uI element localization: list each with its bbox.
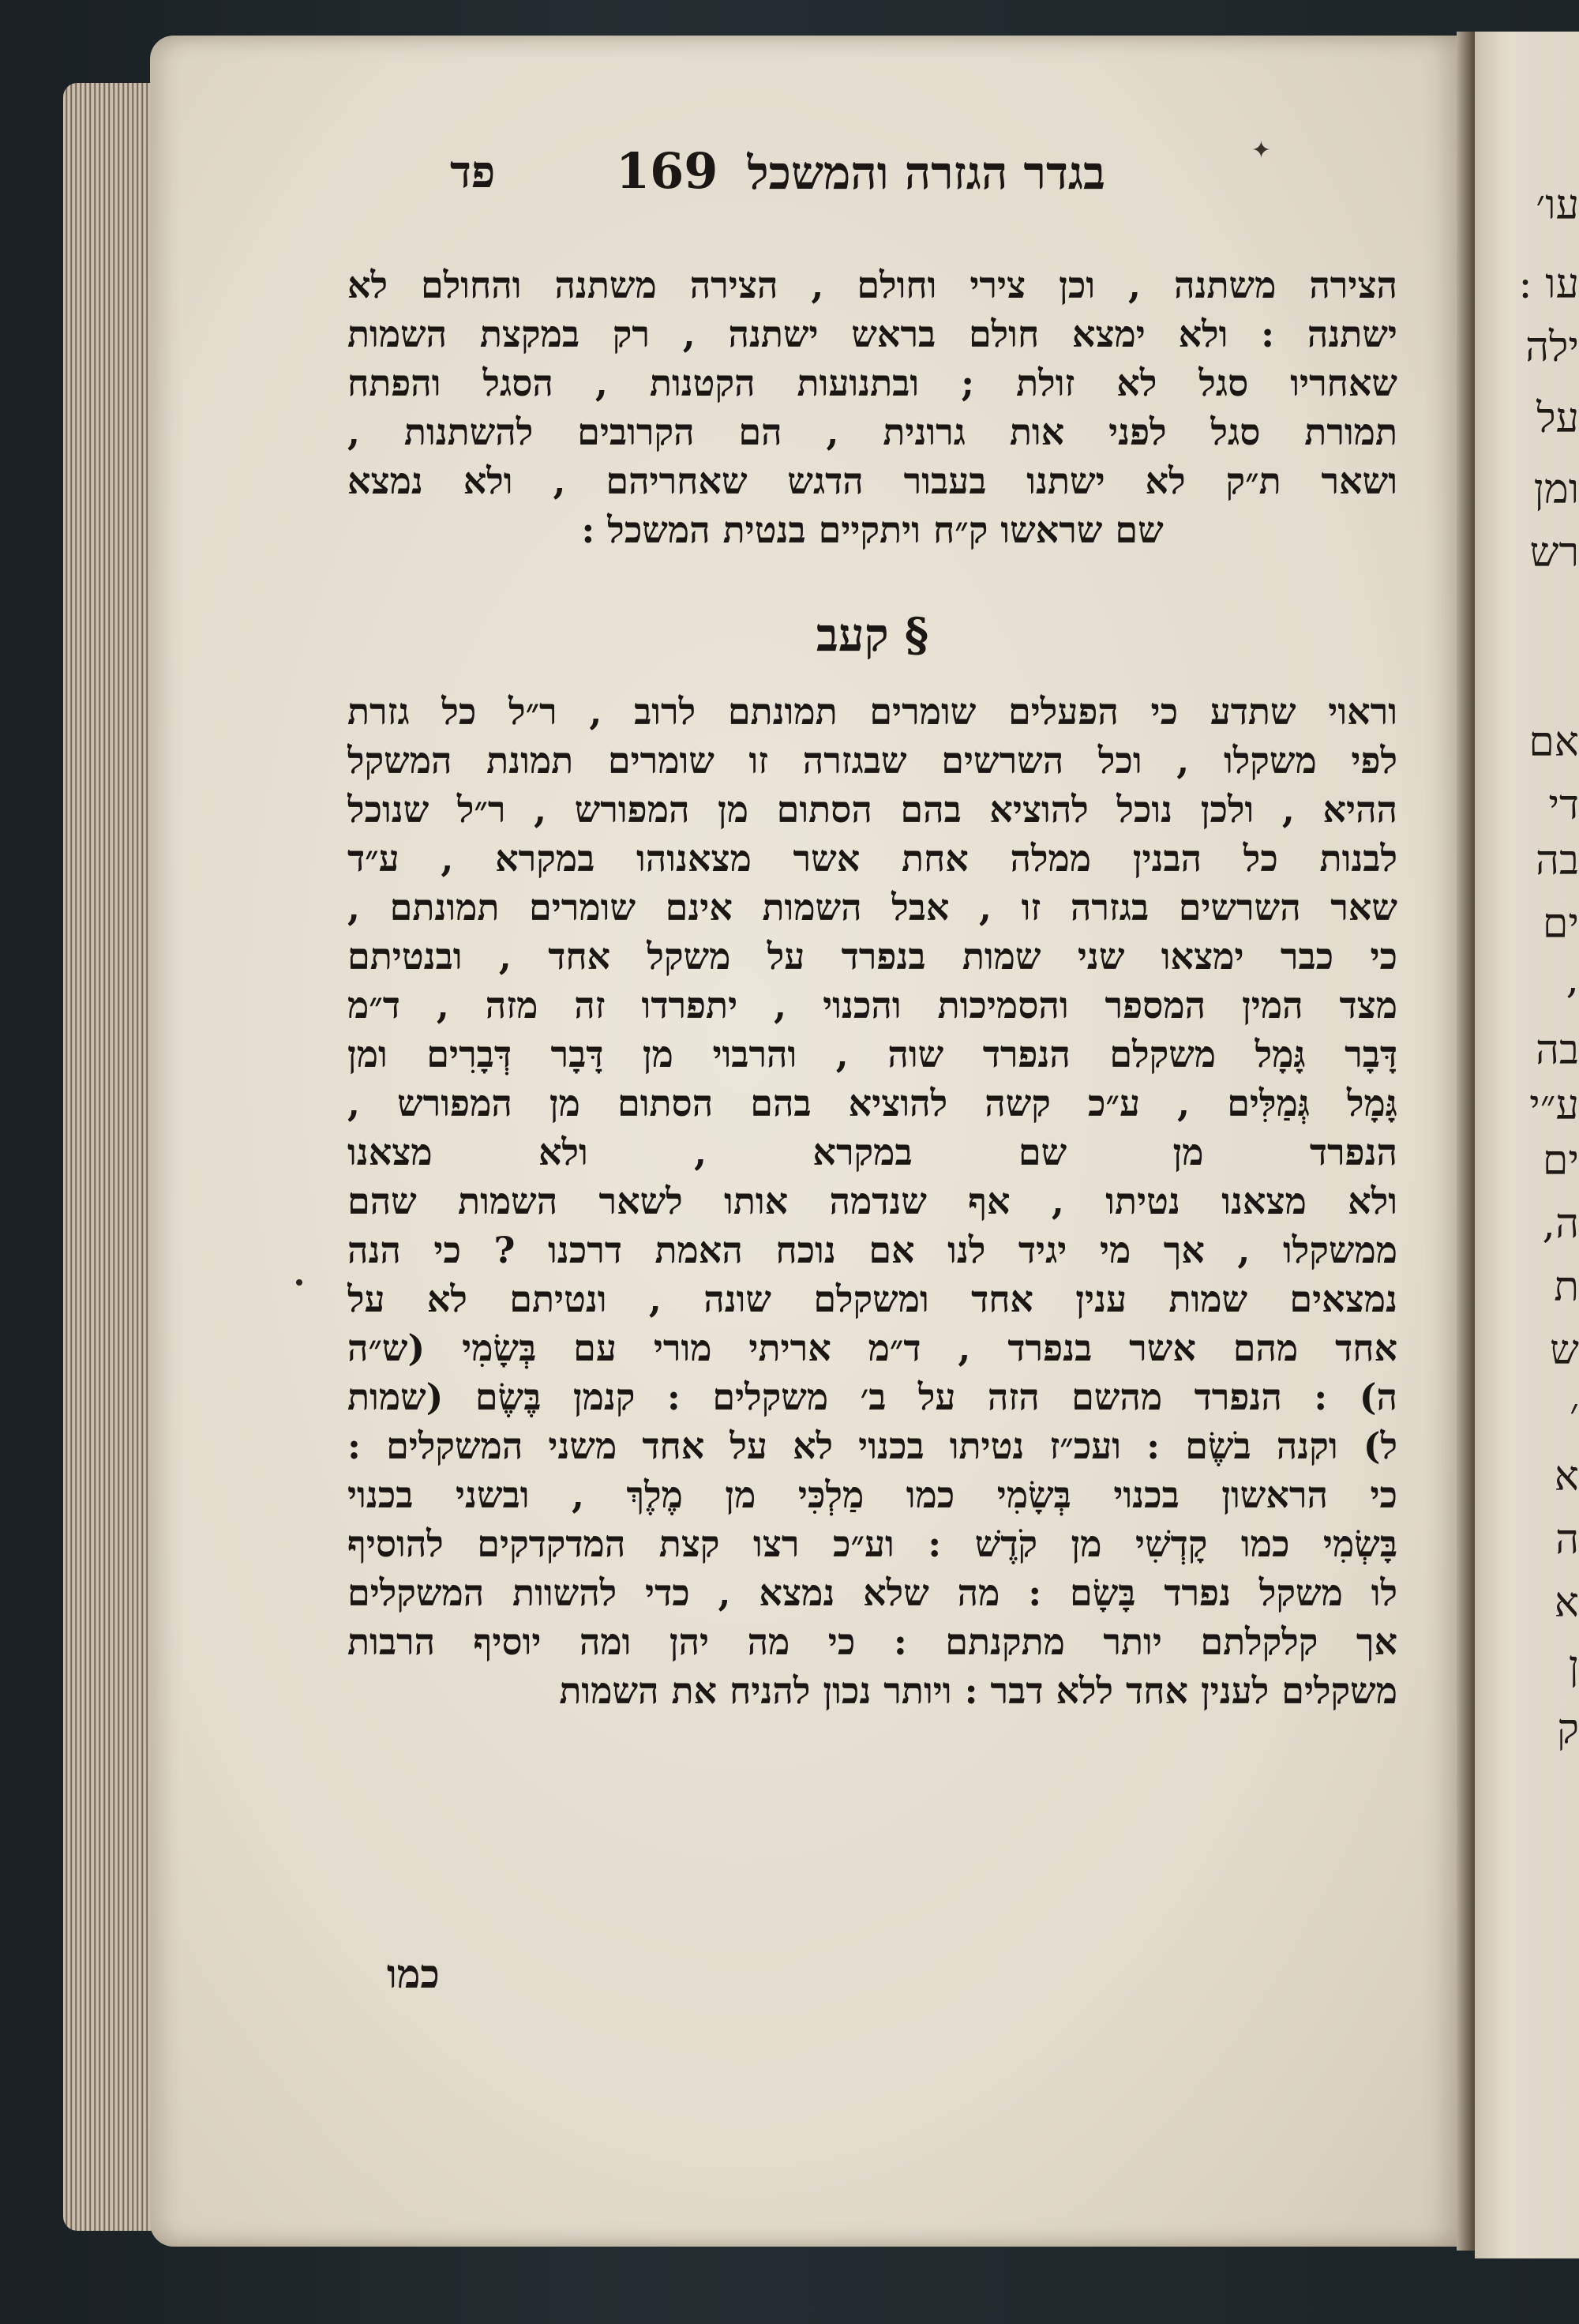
facing-page-fragment: ש [1550, 1327, 1579, 1374]
text-line: הנפרד מן שם במקרא , ולא מצאנו [347, 1131, 1397, 1173]
facing-page-fragment: ומן [1533, 466, 1579, 513]
running-title: בגדר הגזרה והמשכל [747, 146, 1105, 200]
paragraph-2 [347, 687, 1397, 1715]
text-line: ל) וקנה בֹשֶׂם : ועכ״ז נטיתו בכנוי לא על אחד משני המשקלים : [347, 1425, 1397, 1467]
facing-page-fragment: אם [1528, 719, 1579, 766]
text-line: ה) : הנפרד מהשם הזה על ב׳ משקלים : קנמן בֶּשֶׂם (שמות [347, 1376, 1397, 1418]
text-line: אחד מהם אשר בנפרד , ד״מ אריתי מורי עם בְּשָׂמִי (ש״ה [347, 1327, 1397, 1369]
text-line: ושאר ת״ק לא ישתנו בעבור הדגש שאחריהם , ולא נמצא [347, 460, 1397, 502]
text-line: כי הראשון בכנוי בְּשָׂמִי כמו מַלְכִּי מן מֶלֶךְ , ובשני בכנוי [347, 1474, 1397, 1516]
facing-page-fragment: , [1566, 956, 1579, 1003]
facing-page-fragment: בה [1536, 1027, 1579, 1074]
page-number: 169 [616, 142, 718, 200]
text-line: ולא מצאנו נטיתו , אף שנדמה אותו לשאר השמות שהם [347, 1180, 1397, 1222]
facing-page-fragment: ילה [1525, 324, 1579, 371]
paragraph-1 [347, 261, 1397, 554]
text-line: משקלים לענין אחד ללא דבר : ויותר נכון להניח את השמות [559, 1669, 1397, 1712]
text-line: נמצאים שמות ענין אחד ומשקלם שונה , ונטיתם לא על [347, 1278, 1397, 1320]
facing-page-fragment: רש [1529, 529, 1579, 576]
text-line: וראוי שתדע כי הפעלים שומרים תמונתם לרוב , ר״ל כל גזרת [347, 690, 1397, 733]
page-header [434, 137, 1405, 217]
facing-page-fragment: א [1554, 1579, 1579, 1627]
facing-page [1475, 32, 1579, 2258]
facing-page-fragment: ע״י [1529, 1082, 1579, 1129]
ornament-icon: ✦ [1251, 137, 1271, 164]
text-line: שאר השרשים בגזרה זו , אבל השמות אינם שומרים תמונתם , [347, 886, 1397, 929]
facing-page-fragment: ׳ [1569, 1390, 1579, 1437]
facing-page-fragment: ים [1542, 1137, 1579, 1185]
facing-page-fragment: ה, [1542, 1200, 1579, 1248]
catchword: כמו [387, 1950, 440, 1997]
facing-page-fragment: א [1554, 1453, 1579, 1500]
facing-page-fragment: ים [1542, 900, 1579, 948]
text-line: ישתנה : ולא ימצא חולם בראש ישתנה , רק במקצת השמות [347, 313, 1397, 355]
text-line: בָּשְׂמִי כמו קָדְשִׁי מן קֹדֶשׁ : וע״כ רצו קצת המדקדקים להוסיף [347, 1522, 1397, 1565]
text-line: גָּמָל גְּמַלִּים , ע״כ קשה להוציא בהם הסתום מן המפורש , [347, 1082, 1397, 1124]
text-line: ההיא , ולכן נוכל להוציא בהם הסתום מן המפורש , ר״ל שנוכל [347, 788, 1397, 831]
facing-page-fragment: ת [1554, 1263, 1579, 1311]
text-line: לבנות כל הבנין ממלה אחת אשר מצאנוהו במקרא , ע״ד [347, 837, 1397, 880]
facing-page-fragment: די [1548, 782, 1579, 829]
section-heading: § קעב [816, 608, 929, 662]
text-line: דָּבָר גָּמָל משקלם הנפרד שוה , והרבוי מן דָּבָר דְּבָרִים ומן [347, 1033, 1397, 1076]
margin-dot [296, 1279, 302, 1286]
facing-page-fragment: עו : [1518, 261, 1579, 308]
text-line: כי כבר ימצאו שני שמות בנפרד על משקל אחד , ובנטיתם [347, 935, 1397, 978]
folio-word: פד [450, 146, 496, 198]
text-line: ממשקלו , אך מי יגיד לנו אם נוכח האמת דרכנו ? כי הנה [347, 1229, 1397, 1271]
text-line: הצירה משתנה , וכן צירי וחולם , הצירה משתנה והחולם לא [347, 264, 1397, 306]
text-line: לו משקל נפרד בָּשָׂם : מה שלא נמצא , כדי להשוות המשקלים [347, 1571, 1397, 1614]
facing-page-fragment: ן [1568, 1643, 1579, 1690]
facing-page-fragment: בה [1536, 837, 1579, 884]
facing-page-fragment: עו׳ [1536, 182, 1579, 229]
text-line: תמורת סגל לפני אות גרונית , הם הקרובים להשתנות , [347, 411, 1397, 453]
facing-page-fragment: ה [1555, 1516, 1579, 1564]
text-line: לפי משקלו , וכל השרשים שבגזרה זו שומרים תמונת המשקל [347, 739, 1397, 782]
text-line: שם שראשו ק״ח ויתקיים בנטית המשכל : [581, 509, 1164, 551]
text-line: שאחריו סגל לא זולת ; ובתנועות הקטנות , הסגל והפתח [347, 362, 1397, 404]
text-line: מצד המין המספר והסמיכות והכנוי , יתפרדו זה מזה , ד״מ [347, 984, 1397, 1027]
text-line: אך קלקלתם יותר מתקנתם : כי מה יהן ומה יוסיף הרבות [347, 1620, 1397, 1663]
facing-page-fragment: ק [1557, 1706, 1579, 1753]
facing-page-fragment: על [1536, 395, 1579, 442]
